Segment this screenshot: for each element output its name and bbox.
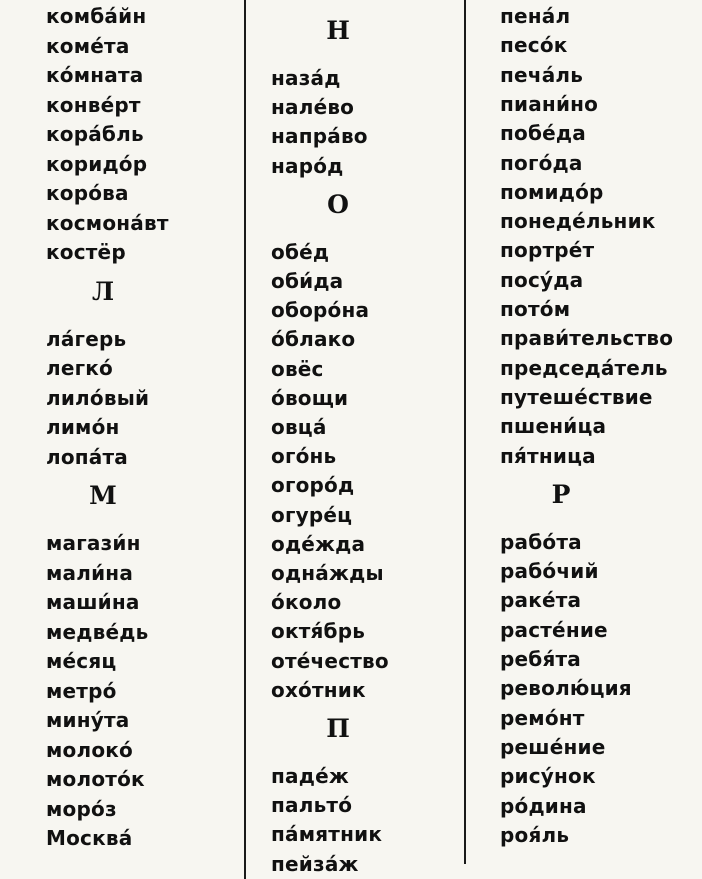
dictionary-word: лопа́та	[46, 444, 128, 469]
dictionary-word: реше́ние	[500, 734, 606, 759]
dictionary-word: оби́да	[271, 269, 344, 293]
dictionary-word: коме́та	[46, 33, 130, 58]
dictionary-word: Москва́	[46, 826, 133, 850]
dictionary-word: посу́да	[500, 267, 584, 292]
dictionary-word: рису́нок	[500, 764, 596, 789]
dictionary-word: прави́тельство	[500, 326, 674, 351]
dictionary-word: магази́н	[46, 531, 141, 555]
dictionary-word: раке́та	[500, 588, 582, 613]
dictionary-word: пиани́но	[500, 91, 599, 116]
dictionary-word: пого́да	[500, 150, 583, 175]
dictionary-word: побе́да	[500, 121, 586, 146]
dictionary-word: обе́д	[271, 239, 330, 264]
dictionary-word: овёс	[271, 356, 324, 381]
dictionary-word: оде́жда	[271, 531, 366, 556]
dictionary-word: ла́герь	[46, 326, 127, 351]
dictionary-word: о́вощи	[271, 385, 349, 410]
dictionary-word: космона́вт	[46, 210, 169, 235]
dictionary-word: пейза́ж	[271, 851, 359, 876]
dictionary-word: наза́д	[271, 66, 341, 90]
dictionary-word: одна́жды	[271, 561, 384, 585]
dictionary-word: рабо́чий	[500, 559, 599, 584]
dictionary-word: охо́тник	[271, 677, 366, 702]
dictionary-word: ремо́нт	[500, 705, 585, 730]
dictionary-word: моро́з	[46, 796, 117, 821]
dictionary-word: портре́т	[500, 238, 595, 263]
dictionary-word: легко́	[46, 356, 113, 380]
dictionary-word: оте́чество	[271, 648, 389, 673]
dictionary-word: рабо́та	[500, 529, 582, 554]
dictionary-word: пшени́ца	[500, 414, 607, 439]
dictionary-word: медве́дь	[46, 619, 149, 644]
dictionary-word: коро́ва	[46, 181, 129, 205]
dictionary-word: кора́бль	[46, 122, 144, 146]
dictionary-word: лимо́н	[46, 415, 120, 439]
dictionary-word: револю́ция	[500, 676, 632, 701]
dictionary-word: молоко́	[46, 737, 133, 762]
dictionary-word: расте́ние	[500, 617, 608, 642]
letter-heading: Л	[91, 276, 115, 306]
column-divider	[464, 0, 466, 864]
dictionary-word: оборо́на	[271, 298, 370, 323]
dictionary-word: ме́сяц	[46, 649, 117, 673]
dictionary-word: па́мятник	[271, 822, 383, 847]
column-divider	[244, 0, 246, 879]
dictionary-word: ро́дина	[500, 793, 587, 818]
dictionary-word: путеше́ствие	[500, 384, 653, 409]
dictionary-word: пена́л	[500, 4, 571, 28]
dictionary-word: наро́д	[271, 153, 344, 178]
dictionary-word: комба́йн	[46, 4, 147, 28]
dictionary-word: молото́к	[46, 767, 145, 791]
dictionary-word: нале́во	[271, 95, 355, 120]
dictionary-word: напра́во	[271, 124, 368, 149]
letter-heading: О	[327, 189, 349, 219]
dictionary-word: песо́к	[500, 33, 568, 58]
letter-heading: Н	[326, 16, 350, 45]
dictionary-word: ого́нь	[271, 444, 337, 469]
dictionary-word: маши́на	[46, 590, 140, 614]
dictionary-word: костёр	[46, 240, 126, 264]
dictionary-word: о́блако	[271, 327, 356, 352]
dictionary-word: председа́тель	[500, 355, 668, 380]
dictionary-word: пя́тница	[500, 443, 596, 468]
dictionary-word: конве́рт	[46, 92, 141, 117]
dictionary-word: о́коло	[271, 590, 342, 615]
dictionary-word: печа́ль	[500, 62, 584, 87]
dictionary-word: роя́ль	[500, 822, 570, 847]
dictionary-word: огуре́ц	[271, 502, 353, 527]
dictionary-word: метро́	[46, 678, 117, 703]
dictionary-word: пото́м	[500, 297, 571, 321]
dictionary-word: понеде́льник	[500, 209, 656, 234]
dictionary-word: огоро́д	[271, 473, 355, 498]
letter-heading: П	[326, 714, 350, 743]
dictionary-word: ребя́та	[500, 647, 581, 671]
dictionary-word: коридо́р	[46, 151, 148, 176]
letter-heading: Р	[551, 479, 571, 509]
letter-heading: М	[89, 481, 117, 510]
dictionary-word: октя́брь	[271, 619, 366, 644]
dictionary-word: лило́вый	[46, 385, 150, 410]
dictionary-word: мину́та	[46, 708, 130, 732]
dictionary-word: помидо́р	[500, 179, 604, 204]
dictionary-word: овца́	[271, 415, 327, 439]
dictionary-word: пальто́	[271, 793, 353, 818]
dictionary-word: мали́на	[46, 560, 134, 585]
dictionary-word: паде́ж	[271, 764, 349, 788]
dictionary-word: ко́мната	[46, 63, 144, 87]
